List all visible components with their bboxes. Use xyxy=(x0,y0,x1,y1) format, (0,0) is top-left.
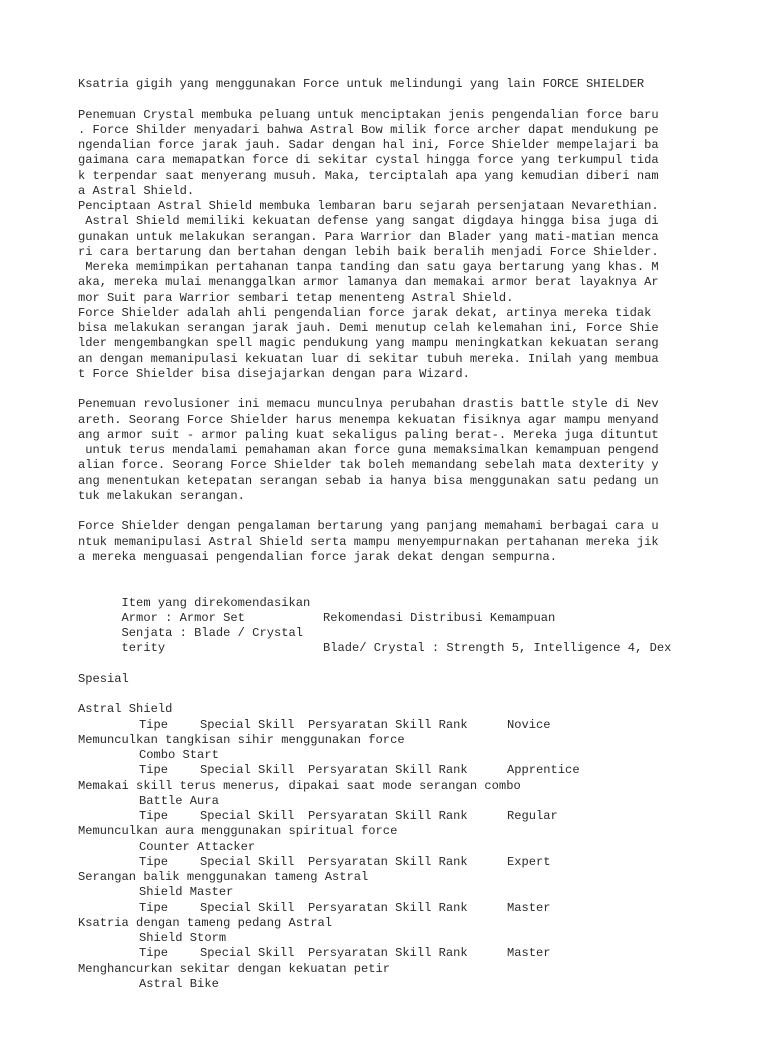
skill-requirement-label: Persyaratan Skill Rank xyxy=(308,900,468,915)
distribution-value: Blade/ Crystal : Strength 5, Intelligence 4, Dex xyxy=(323,641,672,656)
paragraph-line: Astral Shield memiliki kekuatan defense yang sangat digdaya hingga bisa juga di xyxy=(78,214,659,229)
paragraph-line: Penemuan revolusioner ini memacu munculnya perubahan drastis battle style di Nev xyxy=(78,397,659,412)
paragraph-line: ang armor suit - armor paling kuat sekaligus paling berat-. Mereka juga dituntut xyxy=(78,427,659,442)
skill-rank: Expert xyxy=(507,854,551,869)
skill-name: Shield Master xyxy=(139,885,234,900)
paragraph-line: Force Shielder adalah ahli pengendalian force jarak dekat, artinya mereka tidak xyxy=(78,305,652,320)
paragraph-line: k terpendar saat menyerang musuh. Maka, terciptalah apa yang kemudian diberi nam xyxy=(78,168,659,183)
paragraph-3 xyxy=(78,519,718,565)
skill-name: Shield Storm xyxy=(139,931,227,945)
skill-name: Astral Bike xyxy=(139,976,219,991)
skill-type-label: Tipe xyxy=(139,763,169,778)
paragraph-line: gunakan untuk melakukan serangan. Para Warrior dan Blader yang mati-matian menca xyxy=(78,229,659,244)
paragraph-2 xyxy=(78,397,718,504)
skill-description: Ksatria dengan tameng pedang Astral xyxy=(78,915,333,930)
paragraph-line: aka, mereka mulai menanggalkan armor lamanya dan memakai armor berat layaknya Ar xyxy=(78,275,659,290)
paragraph-line: Force Shielder dengan pengalaman bertarung yang panjang memahami berbagai cara u xyxy=(78,519,659,534)
skill-type-label: Tipe xyxy=(139,809,169,823)
paragraph-line: . Force Shilder menyadari bahwa Astral Bow milik force archer dapat mendukung pe xyxy=(78,122,659,137)
paragraph-line: ang menentukan ketepatan serangan sebab ia hanya bisa menggunakan satu pedang un xyxy=(78,473,659,488)
recommendation-block xyxy=(78,580,718,656)
spacer xyxy=(78,92,718,107)
spacer xyxy=(78,657,718,672)
skill-type-label: Tipe xyxy=(139,946,169,961)
paragraph-line: ngendalian force jarak jauh. Sadar dengan hal ini, Force Shielder mempelajari ba xyxy=(78,138,659,152)
skill-meta-row xyxy=(78,855,718,870)
skill-requirement-label: Persyaratan Skill Rank xyxy=(308,854,468,869)
skill-rank: Master xyxy=(507,946,551,961)
skill-type-label: Tipe xyxy=(139,854,169,869)
document-page xyxy=(78,77,718,992)
spacer xyxy=(78,504,718,519)
skill-meta-row xyxy=(78,763,718,778)
spacer xyxy=(78,382,718,397)
paragraph-line: Penciptaan Astral Shield membuka lembaran baru sejarah persenjataan Nevarethian. xyxy=(78,199,659,213)
skill-type-label: Tipe xyxy=(139,717,169,732)
paragraph-line: a mereka menguasai pengendalian force jarak dekat dengan sempurna. xyxy=(78,549,557,564)
armor-item: Armor : Armor Set xyxy=(121,610,245,625)
paragraph-line: mor Suit para Warrior sembari tetap menenteng Astral Shield. xyxy=(78,290,514,305)
skill-description: Memunculkan tangkisan sihir menggunakan force xyxy=(78,732,405,747)
skill-name: Combo Start xyxy=(139,748,219,762)
skill-type: Special Skill xyxy=(200,717,295,732)
skill-meta-row xyxy=(78,901,718,916)
skill-list xyxy=(78,702,718,992)
paragraph-line: Mereka memimpikan pertahanan tanpa tanding dan satu gaya bertarung yang khas. M xyxy=(78,260,659,274)
skill-description: Memakai skill terus menerus, dipakai saat mode serangan combo xyxy=(78,778,521,793)
spacer xyxy=(78,687,718,702)
skill-rank: Apprentice xyxy=(507,763,580,778)
paragraph-line: untuk terus mendalami pemahaman akan force guna memaksimalkan kemampuan pengend xyxy=(78,443,659,457)
paragraph-line: alian force. Seorang Force Shielder tak boleh memandang sebelah mata dexterity y xyxy=(78,458,659,473)
paragraph-line: ntuk memanipulasi Astral Shield serta mampu menyempurnakan pertahanan mereka jik xyxy=(78,534,659,549)
spesial-heading: Spesial xyxy=(78,671,129,686)
paragraph-line: ri cara bertarung dan bertahan dengan lebih baik beralih menjadi Force Shielder. xyxy=(78,244,659,259)
paragraph-line: Penemuan Crystal membuka peluang untuk menciptakan jenis pengendalian force baru xyxy=(78,107,659,122)
item-recommendation-heading: Item yang direkomendasikan xyxy=(121,595,311,610)
paragraph-line: bisa melakukan serangan jarak jauh. Demi menutup celah kelemahan ini, Force Shie xyxy=(78,321,659,335)
skill-description: Menghancurkan sekitar dengan kekuatan petir xyxy=(78,961,391,976)
skill-description: Memunculkan aura menggunakan spiritual force xyxy=(78,824,398,839)
skill-requirement-label: Persyaratan Skill Rank xyxy=(308,809,468,823)
skill-meta-row xyxy=(78,946,718,961)
paragraph-1 xyxy=(78,108,718,383)
skill-type: Special Skill xyxy=(200,946,295,961)
skill-requirement-label: Persyaratan Skill Rank xyxy=(308,763,468,778)
distribution-heading: Rekomendasi Distribusi Kemampuan xyxy=(323,610,556,625)
skill-rank: Master xyxy=(507,900,551,915)
paragraph-line: t Force Shielder bisa disejajarkan dengan para Wizard. xyxy=(78,366,470,381)
skill-meta-row xyxy=(78,718,718,733)
paragraph-line: areth. Seorang Force Shielder harus menempa kekuatan fisiknya agar mampu menyand xyxy=(78,412,659,427)
weapon-item: Senjata : Blade / Crystal xyxy=(121,626,303,640)
skill-type: Special Skill xyxy=(200,900,295,915)
paragraph-line: gaimana cara memapatkan force di sekitar cystal hingga force yang terkumpul tida xyxy=(78,153,659,168)
skill-rank: Regular xyxy=(507,809,558,823)
skill-description: Serangan balik menggunakan tameng Astral xyxy=(78,870,369,884)
skill-rank: Novice xyxy=(507,717,551,732)
spacer xyxy=(78,565,718,580)
skill-meta-row xyxy=(78,809,718,824)
paragraph-line: an dengan memanipulasi kekuatan luar di sekitar tubuh mereka. Inilah yang membua xyxy=(78,351,659,366)
paragraph-line: a Astral Shield. xyxy=(78,183,195,198)
paragraph-line: lder mengembangkan spell magic pendukung yang mampu meningkatkan kekuatan serang xyxy=(78,336,659,351)
document-title: Ksatria gigih yang menggunakan Force untuk melindungi yang lain FORCE SHIELDER xyxy=(78,77,645,91)
distribution-value-continued: terity xyxy=(121,641,166,656)
skill-type: Special Skill xyxy=(200,763,295,778)
skill-name: Astral Shield xyxy=(78,702,173,717)
skill-requirement-label: Persyaratan Skill Rank xyxy=(308,946,468,961)
skill-name: Counter Attacker xyxy=(139,839,256,854)
skill-name: Battle Aura xyxy=(139,793,219,808)
skill-type: Special Skill xyxy=(200,854,295,869)
skill-type: Special Skill xyxy=(200,809,295,823)
skill-type-label: Tipe xyxy=(139,900,169,915)
skill-requirement-label: Persyaratan Skill Rank xyxy=(308,717,468,732)
paragraph-line: tuk melakukan serangan. xyxy=(78,488,245,503)
